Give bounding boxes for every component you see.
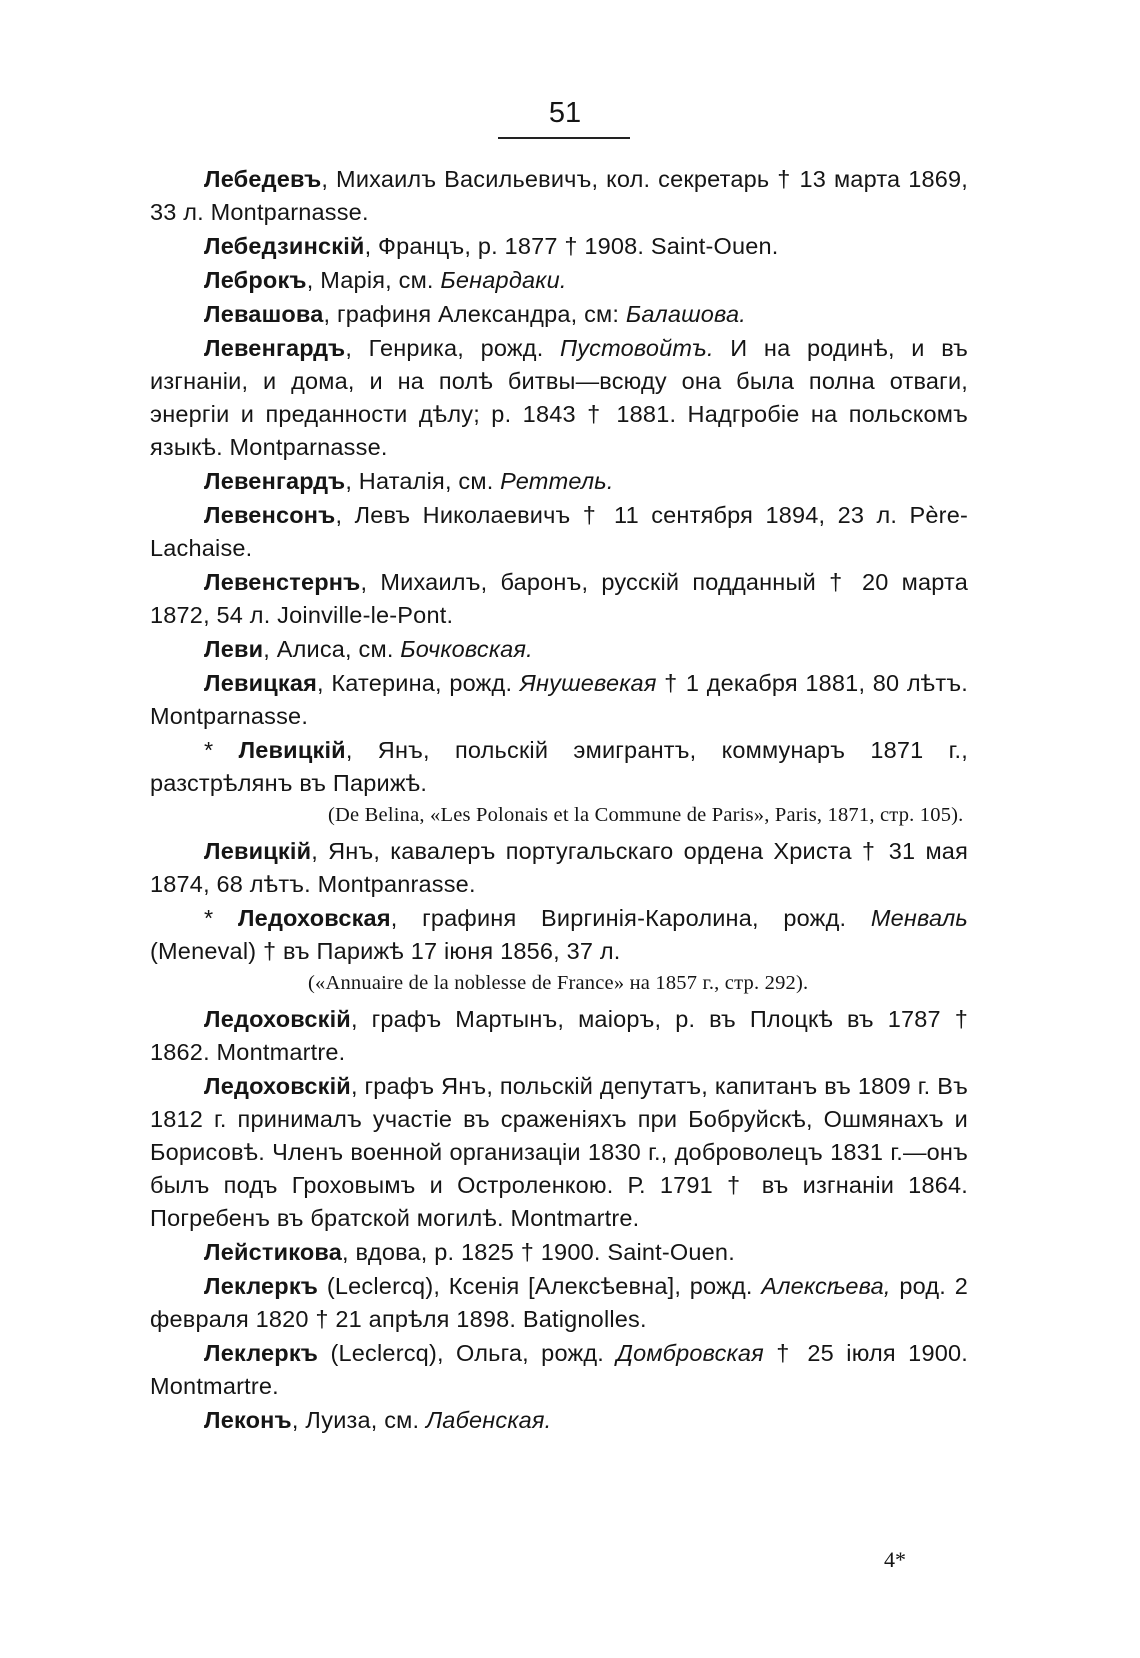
entry-name: Леви <box>204 636 264 662</box>
entry-asterisk: * <box>204 737 239 763</box>
entry-name: Левицкій <box>204 838 312 864</box>
entry <box>150 1003 968 1069</box>
entry <box>150 667 968 733</box>
entry-text: (Leclercq), Ксенія [Алексѣевна], рожд. <box>318 1273 762 1299</box>
entry-name: Левенгардъ <box>204 335 346 361</box>
citation: (De Belina, «Les Polonais et la Commune de Paris», Paris, 1871, стр. 105). <box>328 804 964 826</box>
entry-text-tail: род. 2 февраля 1820 † 21 апрѣля 1898. Batignolles. <box>150 1273 968 1332</box>
entry-cross-reference: Реттель. <box>500 468 614 494</box>
entry-text: , Левъ Николаевичъ † 11 сентября 1894, 23 л. Père-Lachaise. <box>150 502 968 561</box>
entry-name: Левицкая <box>204 670 318 696</box>
entry-text: , Генрика, рожд. <box>345 335 560 361</box>
entry-maiden-name: Менваль <box>870 905 968 931</box>
entry <box>150 264 968 297</box>
entry-list <box>150 163 968 1438</box>
entry <box>150 1070 968 1235</box>
entry <box>150 835 968 901</box>
entry-text: (Leclercq), Ольга, рожд. <box>318 1340 617 1366</box>
entry <box>150 1337 968 1403</box>
entry-name: Левицкій <box>238 737 346 763</box>
entry-text-tail: (Meneval) † въ Парижѣ 17 іюня 1856, 37 л. <box>150 938 621 964</box>
entry-maiden-name: Домбровская <box>616 1340 764 1366</box>
entry-name: Левенстернъ <box>204 569 361 595</box>
entry <box>150 332 968 464</box>
entry-name: Леброкъ <box>204 267 307 293</box>
entry-cross-reference: Лабенская. <box>426 1407 552 1433</box>
entry-text: , Михаилъ Васильевичъ, кол. секретарь † 13 марта 1869, 33 л. Montparnasse. <box>150 166 968 225</box>
entry-name: Леконъ <box>204 1407 292 1433</box>
entry-text: , графъ Янъ, польскій депутатъ, капитанъ въ 1809 г. Въ 1812 г. принималъ участіе въ сраженіяхъ при Бобруйскѣ, Ошмянахъ и Борисовѣ. Членъ военной организаціи 1830 г., доброволецъ 1831 г.—онъ былъ подъ Гроховымъ и Остроленкою. Р. 1791 † въ изгнаніи 1864. Погребенъ въ братской могилѣ. Montmartre. <box>150 1073 968 1231</box>
entry <box>150 902 968 968</box>
entry-name: Лейстикова <box>204 1239 343 1265</box>
entry-name: Ледоховскій <box>204 1006 351 1032</box>
entry-text: , графъ Мартынъ, маіоръ, р. въ Плоцкѣ въ 1787 † 1862. Montmartre. <box>150 1006 968 1065</box>
entry-name: Левенгардъ <box>204 468 346 494</box>
entry <box>150 566 968 632</box>
entry-text: , Наталія, см. <box>345 468 501 494</box>
entry-text: , графиня Александра, см: <box>323 301 626 327</box>
entry <box>150 633 968 666</box>
entry-name: Ледоховская <box>237 905 391 931</box>
entry-text: , Янъ, польскій эмигрантъ, коммунаръ 1871 г., разстрѣлянъ въ Парижѣ. <box>150 737 968 796</box>
entry-cross-reference: Бочковская. <box>400 636 533 662</box>
entry-text: , Луиза, см. <box>291 1407 426 1433</box>
entry-text: , Алиса, см. <box>263 636 401 662</box>
entry <box>150 230 968 263</box>
entry-name: Левашова <box>204 301 324 327</box>
entry <box>150 734 968 800</box>
entry-text: , вдова, р. 1825 † 1900. Saint-Ouen. <box>342 1239 735 1265</box>
entry-text-tail: И на родинѣ, и въ изгнаніи, и дома, и на полѣ битвы—всюду она была полна отваги, энергіи и преданности дѣлу; р. 1843 † 1881. Надгробіе на польскомъ языкѣ. Montparnasse. <box>150 335 968 460</box>
entry <box>150 465 968 498</box>
entry-name: Левенсонъ <box>204 502 336 528</box>
page-number: 51 <box>548 97 582 129</box>
signature-mark: 4* <box>884 1547 906 1572</box>
entry <box>150 499 968 565</box>
entry <box>150 163 968 229</box>
entry-text: , графиня Виргинія-Каролина, рожд. <box>390 905 871 931</box>
entry-asterisk: * <box>204 905 238 931</box>
entry-text: , Марія, см. <box>306 267 441 293</box>
entry-name: Лебедевъ <box>204 166 322 192</box>
entry-name: Леклеркъ <box>204 1340 319 1366</box>
entry-maiden-name: Янушевекая <box>519 670 657 696</box>
entry-text-tail: † 25 іюля 1900. Montmartre. <box>150 1340 968 1399</box>
entry-maiden-name: Алексѣева, <box>761 1273 891 1299</box>
entry <box>150 1404 968 1437</box>
entry-cross-reference: Балашова. <box>625 301 747 327</box>
entry-text-tail: † 1 декабря 1881, 80 лѣтъ. Montparnasse. <box>150 670 968 729</box>
entry-text: , Михаилъ, баронъ, русскій подданный † 20 марта 1872, 54 л. Joinville-le-Pont. <box>150 569 968 628</box>
citation: («Annuaire de la noblesse de France» на 1857 г., стр. 292). <box>308 972 809 994</box>
page-number-rule <box>498 137 630 139</box>
entry-text: , Катерина, рожд. <box>317 670 520 696</box>
entry <box>150 1236 968 1269</box>
entry-name: Ледоховскій <box>204 1073 351 1099</box>
entry <box>150 298 968 331</box>
entry-text: , Францъ, р. 1877 † 1908. Saint-Ouen. <box>364 233 779 259</box>
entry-maiden-name: Пустовойтъ. <box>560 335 714 361</box>
entry-cross-reference: Бенардаки. <box>440 267 567 293</box>
entry-name: Леклеркъ <box>204 1273 319 1299</box>
entry-name: Лебедзинскій <box>204 233 365 259</box>
entry <box>150 1270 968 1336</box>
entry-text: , Янъ, кавалеръ португальскаго ордена Христа † 31 мая 1874, 68 лѣтъ. Montpanrasse. <box>150 838 968 897</box>
